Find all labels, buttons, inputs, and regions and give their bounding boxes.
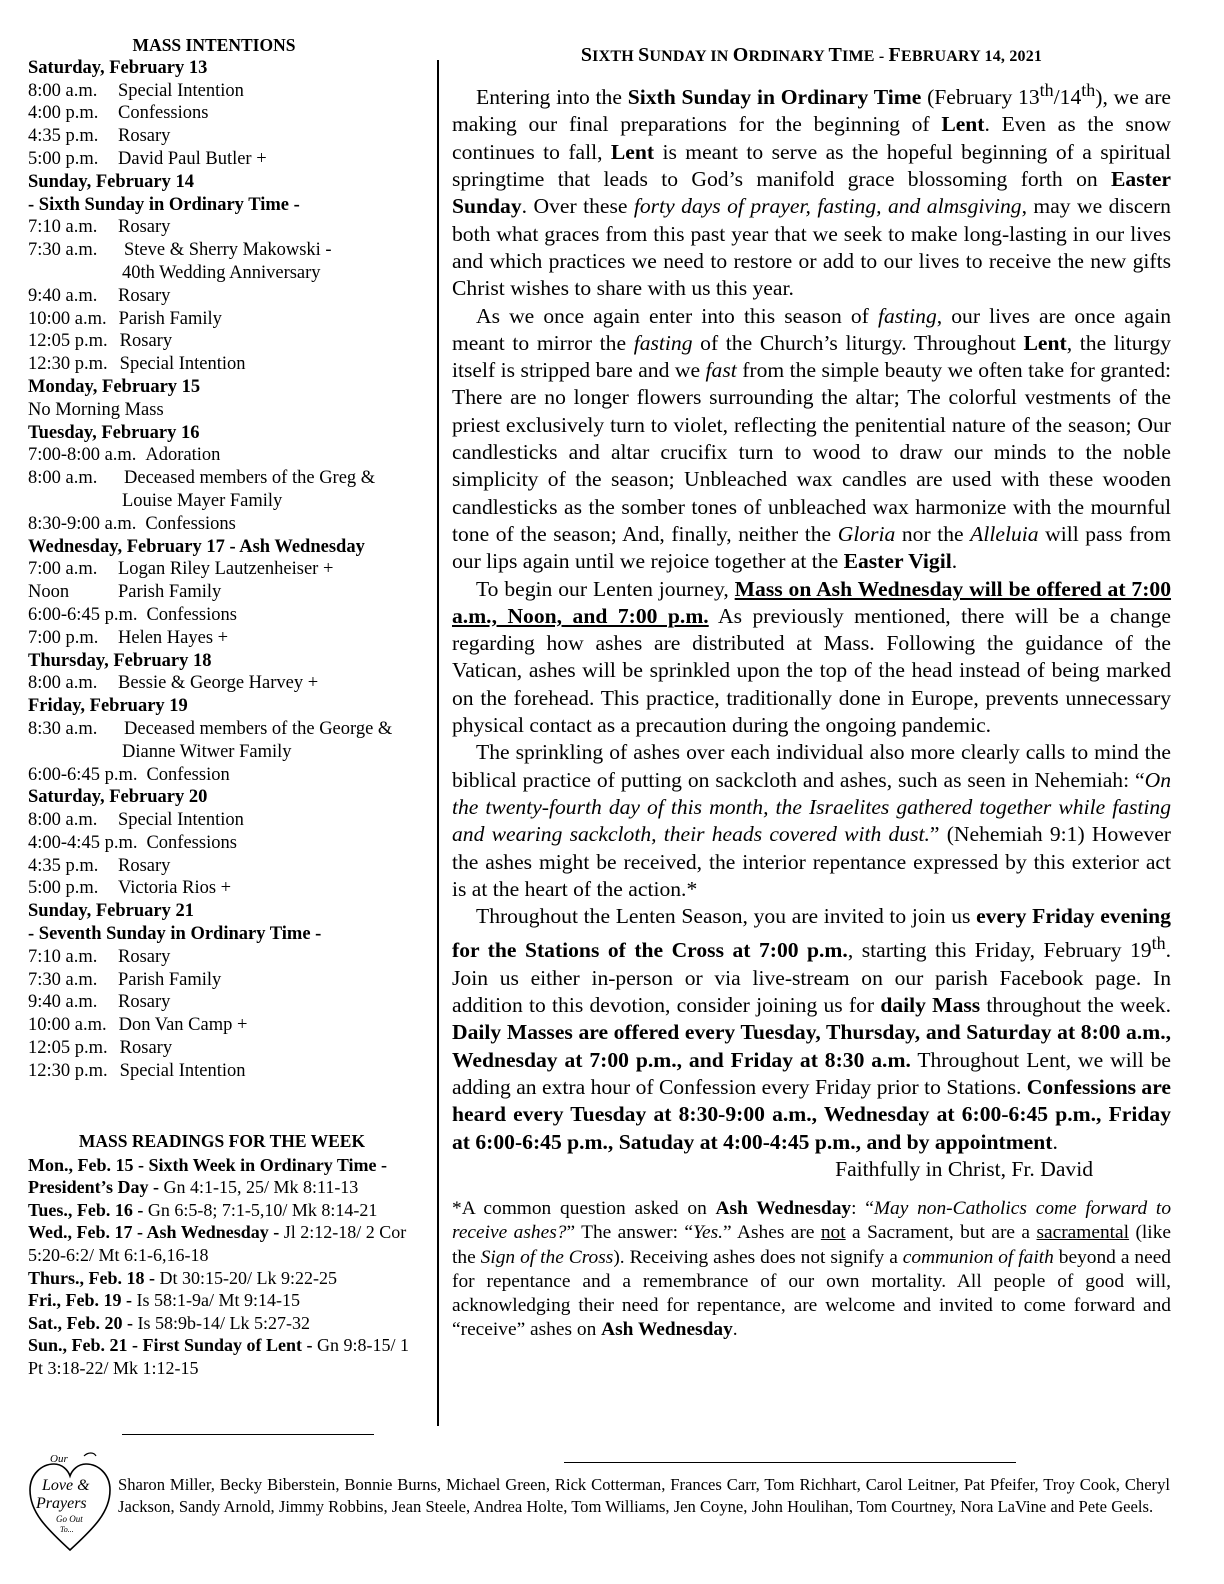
intention-time: 4:35 p.m. bbox=[28, 126, 99, 147]
intention-row bbox=[28, 627, 416, 650]
intention-text: Victoria Rios + bbox=[118, 878, 232, 899]
intention-row bbox=[28, 1060, 416, 1083]
intention-text: Confessions bbox=[146, 604, 237, 625]
intention-row bbox=[28, 444, 416, 467]
intention-text: Confession bbox=[146, 764, 230, 785]
intention-row bbox=[28, 330, 416, 353]
intention-row bbox=[28, 148, 416, 171]
intention-row bbox=[28, 216, 416, 239]
intention-text: Don Van Camp + bbox=[118, 1015, 248, 1036]
reading-citation: Is 58:9b-14/ Lk 5:27-32 bbox=[133, 1312, 310, 1333]
intention-row bbox=[28, 558, 416, 581]
mass-intentions bbox=[28, 34, 416, 1083]
intention-row bbox=[28, 877, 416, 900]
intention-day-title: Sunday, February 21 bbox=[28, 901, 195, 922]
reading-label: Sun., Feb. 21 - First Sunday of Lent - bbox=[28, 1335, 313, 1356]
reading-citation: Jl 2:12-18/ 2 Cor 5:20-6:2/ Mt 6:1-6,16-18 bbox=[28, 1222, 407, 1265]
intention-text: Confessions bbox=[118, 103, 209, 124]
intention-row bbox=[28, 308, 416, 331]
divider-left bbox=[122, 1434, 374, 1435]
reading-label: Tues., Feb. 16 - bbox=[28, 1199, 144, 1220]
intention-time: 7:00 a.m. bbox=[28, 559, 98, 580]
mass-intentions-heading: MASS INTENTIONS bbox=[132, 35, 296, 55]
intention-row bbox=[28, 969, 416, 992]
intention-text: Confessions bbox=[145, 513, 236, 534]
readings-list bbox=[28, 1154, 416, 1380]
intention-text: Parish Family bbox=[118, 308, 222, 329]
intention-row bbox=[28, 80, 416, 103]
reading-item bbox=[28, 1199, 416, 1222]
paragraph-1: Entering into the Sixth Sunday in Ordinary Time (February 13th/14th), we are making our final preparations for the beginning of Lent. Even as the snow continues to fall, Lent is meant to serve as the hopeful beginning of a spiritual springtime that leads to God’s manifold grace blossoming forth on Easter Sunday. Over these forty days of prayer, fasting, and almsgiving, may we discern both what graces from this past year that we seek to make long-lasting in our lives and which practices we need to restore or add to our lives to receive the new gifts Christ wishes to share with us this year. bbox=[452, 80, 1171, 301]
intention-row bbox=[28, 672, 416, 695]
intention-text: Rosary bbox=[118, 126, 171, 147]
intention-day-title: Thursday, February 18 bbox=[28, 650, 212, 671]
intention-time: 8:00 a.m. bbox=[28, 810, 98, 831]
pastor-letter bbox=[452, 44, 1171, 1342]
intention-time: 12:05 p.m. bbox=[28, 1038, 108, 1059]
intention-text: Parish Family bbox=[118, 969, 222, 990]
intention-day-subtitle: - Seventh Sunday in Ordinary Time - bbox=[28, 924, 322, 945]
intention-time: 10:00 a.m. bbox=[28, 1015, 107, 1036]
intention-row bbox=[28, 467, 416, 490]
reading-citation: Gn 6:5-8; 7:1-5,10/ Mk 8:14-21 bbox=[143, 1199, 378, 1220]
intention-time: 4:00-4:45 p.m. bbox=[28, 832, 138, 853]
intention-row bbox=[28, 102, 416, 125]
intention-row bbox=[28, 946, 416, 969]
intention-row bbox=[28, 809, 416, 832]
intention-time: 8:00 a.m. bbox=[28, 673, 98, 694]
prayer-list: Sharon Miller, Becky Biberstein, Bonnie Burns, Michael Green, Rick Cotterman, Frances Carr, Tom Richhart, Carol Leitner, Pat Pfeifer, Troy Cook, Cheryl Jackson, Sandy Arnold, Jimmy Robbins, Jean Steele, Andrea Holte, Tom Williams, Jen Coyne, John Houlihan, Tom Courtney, Nora LaVine and Pete Geels. bbox=[118, 1475, 1170, 1516]
ash-wednesday-note: *A common question asked on Ash Wednesday: “May non-Catholics come forward to receive ashes?” The answer: “Yes.” Ashes are not a Sacrament, but are a sacramental (like the Sign of the Cross). Receiving ashes does not signify a communion of faith beyond a need for repentance and a remembrance of our own mortality. All people of good will, acknowledging their need for repentance, are welcome and invited to come forward and “receive” ashes on Ash Wednesday. bbox=[452, 1198, 1172, 1341]
paragraph-4: The sprinkling of ashes over each individual also more clearly calls to mind the biblical practice of putting on sackcloth and ashes, such as seen in Nehemiah: “On the twenty-fourth day of this month, the Israelites gathered together while fasting and wearing sackcloth, their heads covered with dust.” (Nehemiah 9:1) However the ashes might be received, the interior repentance expressed by this exterior act is at the heart of the action.* bbox=[452, 740, 1171, 901]
intention-time: 12:30 p.m. bbox=[28, 1060, 108, 1081]
mass-readings bbox=[28, 1130, 416, 1380]
intention-time: 4:35 p.m. bbox=[28, 855, 99, 876]
intention-time: Noon bbox=[28, 582, 70, 603]
intention-day-title: Monday, February 15 bbox=[28, 376, 201, 397]
intention-time: 12:05 p.m. bbox=[28, 331, 108, 352]
intention-text: Special Intention bbox=[119, 1060, 246, 1081]
intention-time: 6:00-6:45 p.m. bbox=[28, 764, 138, 785]
intention-time: 8:00 a.m. bbox=[28, 468, 98, 489]
prayers-heart-logo bbox=[26, 1446, 114, 1558]
intention-day-title: Saturday, February 20 bbox=[28, 787, 208, 808]
intention-row bbox=[28, 764, 416, 787]
intention-row bbox=[28, 125, 416, 148]
reading-label: Mon., Feb. 15 - Sixth Week in Ordinary Time - President’s Day - bbox=[28, 1154, 388, 1198]
intention-time: 7:10 a.m. bbox=[28, 217, 98, 238]
intention-text: Special Intention bbox=[119, 354, 246, 375]
intention-time: 8:30 a.m. bbox=[28, 718, 98, 739]
intention-text: Rosary bbox=[118, 992, 171, 1013]
intention-time: 8:30-9:00 a.m. bbox=[28, 513, 137, 534]
intention-day-title: Saturday, February 13 bbox=[28, 57, 208, 78]
intention-text: Rosary bbox=[118, 285, 171, 306]
mass-readings-heading: MASS READINGS FOR THE WEEK bbox=[78, 1131, 366, 1151]
intention-row bbox=[28, 604, 416, 627]
intention-time: 7:30 a.m. bbox=[28, 240, 98, 261]
intention-text: Deceased members of the George & bbox=[124, 718, 393, 739]
logo-text-love: Love & bbox=[42, 1477, 90, 1494]
intention-text: Logan Riley Lautzenheiser + bbox=[118, 559, 334, 580]
intention-time: 4:00 p.m. bbox=[28, 103, 99, 124]
reading-citation: Dt 30:15-20/ Lk 9:22-25 bbox=[155, 1267, 338, 1288]
intention-day-title: Sunday, February 14 bbox=[28, 171, 195, 192]
reading-label: Fri., Feb. 19 - bbox=[28, 1290, 132, 1311]
divider-right bbox=[564, 1462, 1016, 1463]
logo-text-go-out: Go Out bbox=[56, 1514, 83, 1524]
intention-row bbox=[28, 991, 416, 1014]
intention-text: Adoration bbox=[145, 445, 221, 466]
intention-text: Rosary bbox=[119, 1038, 173, 1059]
intention-time: 5:00 p.m. bbox=[28, 878, 99, 899]
intention-row bbox=[28, 353, 416, 376]
reading-item bbox=[28, 1267, 416, 1290]
intention-text: Parish Family bbox=[118, 582, 222, 603]
reading-item bbox=[28, 1289, 416, 1312]
intention-text-continued: 40th Wedding Anniversary bbox=[122, 262, 321, 283]
intention-time: 6:00-6:45 p.m. bbox=[28, 604, 138, 625]
intention-text: Helen Hayes + bbox=[118, 627, 229, 648]
intention-row bbox=[28, 239, 416, 262]
intention-time: No Morning Mass bbox=[28, 399, 164, 420]
reading-citation: Gn 4:1-15, 25/ Mk 8:11-13 bbox=[158, 1177, 359, 1198]
reading-item bbox=[28, 1312, 416, 1335]
intention-time: 8:00 a.m. bbox=[28, 80, 98, 101]
intention-text: Rosary bbox=[118, 946, 171, 967]
intention-text: Steve & Sherry Makowski - bbox=[124, 240, 332, 261]
reading-citation: Gn 9:8-15/ 1 Pt 3:18-22/ Mk 1:12-15 bbox=[28, 1335, 410, 1378]
intention-text: Special Intention bbox=[118, 810, 244, 831]
intention-row bbox=[28, 718, 416, 741]
intention-row bbox=[28, 832, 416, 855]
reading-item bbox=[28, 1221, 416, 1266]
intention-text: Rosary bbox=[119, 331, 173, 352]
intention-day-title: Wednesday, February 17 - Ash Wednesday bbox=[28, 536, 365, 557]
intention-text-continued: Louise Mayer Family bbox=[122, 490, 283, 511]
intention-day-title: Tuesday, February 16 bbox=[28, 422, 200, 443]
logo-text-to: To... bbox=[60, 1525, 74, 1534]
intention-time: 7:00-8:00 a.m. bbox=[28, 445, 137, 466]
intention-text: Rosary bbox=[118, 217, 171, 238]
paragraph-2: As we once again enter into this season of fasting, our lives are once again meant to mirror the fasting of the Church’s liturgy. Throughout Lent, the liturgy itself is stripped bare and we fast from the simple beauty we often take for granted: There are no longer flowers surrounding the altar; The colorful vestments of the priest exclusively turn to violet, reflecting the penitential nature of the season; Our candlesticks and altar crucifix turn to wood to draw our minds to the noble simplicity of the season; Unbleached wax candles are used with these wooden candlesticks as the somber tones of unbleached wax harmonize with the mournful tone of the season; And, finally, neither the Gloria nor the Alleluia will pass from our lips again until we rejoice together at the Easter Vigil. bbox=[452, 303, 1172, 574]
intention-time: 5:00 p.m. bbox=[28, 148, 99, 169]
article-title: SIXTH SUNDAY IN ORDINARY TIME - FEBRUARY 14, 2021 bbox=[580, 44, 1043, 66]
signature: Faithfully in Christ, Fr. David bbox=[835, 1156, 1093, 1181]
reading-label: Sat., Feb. 20 - bbox=[28, 1312, 133, 1333]
reading-citation: Is 58:1-9a/ Mt 9:14-15 bbox=[131, 1290, 300, 1311]
paragraph-5: Throughout the Lenten Season, you are invited to join us every Friday evening for the Stations of the Cross at 7:00 p.m., starting this Friday, February 19th. Join us either in-person or via live-stream on our parish Facebook page. In addition to this devotion, consider joining us for daily Mass throughout the week. Daily Masses are offered every Tuesday, Thursday, and Saturday at 8:00 a.m., Wednesday at 7:00 p.m., and Friday at 8:30 a.m. Throughout Lent, we will be adding an extra hour of Confession every Friday prior to Stations. Confessions are heard every Tuesday at 8:30-9:00 a.m., Wednesday at 6:00-6:45 p.m., Friday at 6:00-6:45 p.m., Satuday at 4:00-4:45 p.m., and by appointment. bbox=[452, 904, 1171, 1154]
reading-item bbox=[28, 1154, 416, 1199]
intentions-list bbox=[28, 57, 416, 1083]
intention-day-title: Friday, February 19 bbox=[28, 696, 188, 717]
intention-time: 7:00 p.m. bbox=[28, 627, 99, 648]
intention-time: 9:40 a.m. bbox=[28, 285, 98, 306]
column-divider bbox=[437, 60, 439, 1426]
intention-text: Rosary bbox=[118, 855, 171, 876]
intention-row bbox=[28, 855, 416, 878]
intention-text: Confessions bbox=[146, 832, 237, 853]
reading-label: Thurs., Feb. 18 - bbox=[28, 1267, 156, 1288]
intention-row bbox=[28, 1037, 416, 1060]
intention-text: David Paul Butler + bbox=[118, 148, 267, 169]
intention-time: 9:40 a.m. bbox=[28, 992, 98, 1013]
intention-time: 7:30 a.m. bbox=[28, 969, 98, 990]
logo-text-prayers: Prayers bbox=[36, 1495, 87, 1512]
intention-row bbox=[28, 1014, 416, 1037]
intention-time: 10:00 a.m. bbox=[28, 308, 107, 329]
intention-time: 7:10 a.m. bbox=[28, 946, 98, 967]
paragraph-3: To begin our Lenten journey, Mass on Ash Wednesday will be offered at 7:00 a.m., Noon, and 7:00 p.m. As previously mentioned, there will be a change regarding how ashes are distributed at Mass. Following the guidance of the Vatican, ashes will be sprinkled upon the top of the head instead of being marked on the forehead. This practice, traditionally done in Europe, prevents unnecessary physical contact as a precaution during the ongoing pandemic. bbox=[452, 576, 1172, 738]
reading-item bbox=[28, 1334, 416, 1379]
intention-text: Deceased members of the Greg & bbox=[124, 468, 376, 489]
logo-text-our: Our bbox=[50, 1453, 68, 1465]
intention-row bbox=[28, 399, 416, 422]
reading-label: Wed., Feb. 17 - Ash Wednesday - bbox=[28, 1222, 280, 1243]
intention-text: Bessie & George Harvey + bbox=[118, 673, 319, 694]
intention-row bbox=[28, 285, 416, 308]
intention-text-continued: Dianne Witwer Family bbox=[122, 741, 292, 762]
intention-row bbox=[28, 581, 416, 604]
intention-time: 12:30 p.m. bbox=[28, 354, 108, 375]
intention-text: Special Intention bbox=[118, 80, 244, 101]
intention-day-subtitle: - Sixth Sunday in Ordinary Time - bbox=[28, 194, 300, 215]
intention-row bbox=[28, 513, 416, 536]
